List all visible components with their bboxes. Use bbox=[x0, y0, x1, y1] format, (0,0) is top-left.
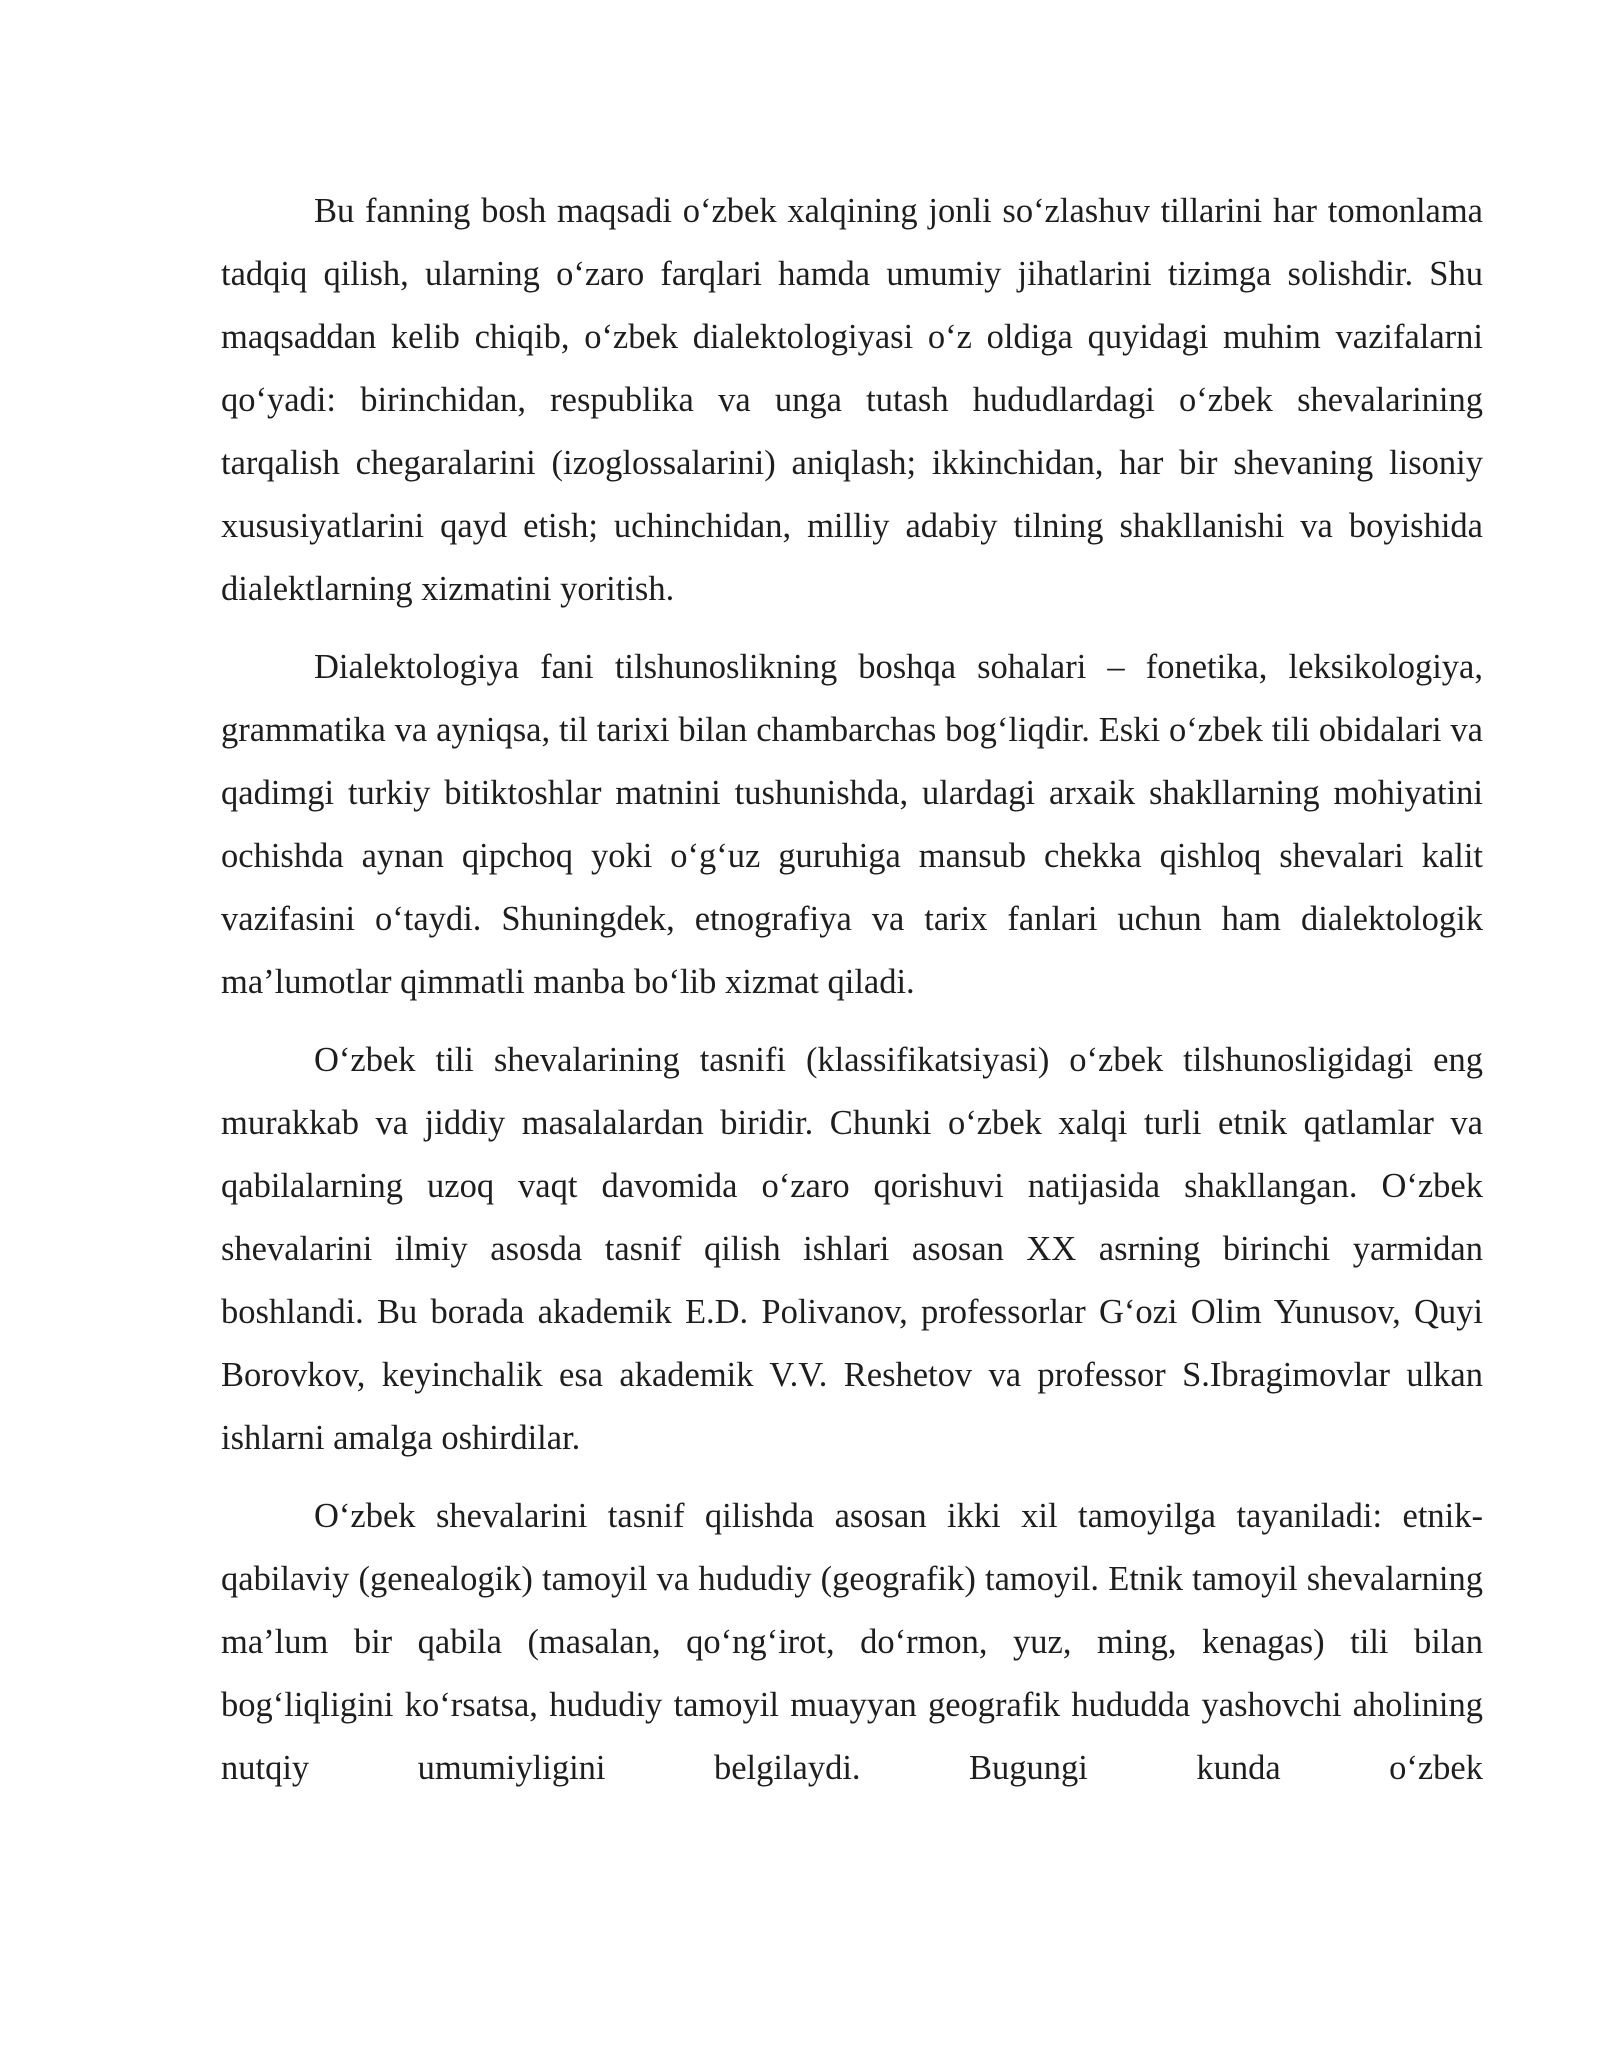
paragraph-1: Bu fanning bosh maqsadi o‘zbek xalqining jonli so‘zlashuv tillarini har tomonlama tadqiq qilish, ularning o‘zaro farqlari hamda umumiy jihatlarini tizimga solishdir. Shu maqsaddan kelib chiqib, o‘zbek dialektologiyasi o‘z oldiga quyidagi muhim vazifalarni qo‘yadi: birinchidan, respublika va unga tutash hududlardagi o‘zbek shevalarining tarqalish chegaralarini (izoglossalarini) aniqlash; ikkinchidan, har bir shevaning lisoniy xususiyatlarini qayd etish; uchinchidan, milliy adabiy tilning shakllanishi va boyishida dialektlarning xizmatini yoritish. bbox=[221, 192, 1483, 608]
paragraph-4: O‘zbek shevalarini tasnif qilishda asosan ikki xil tamoyilga tayaniladi: etnik-qabilaviy (genealogik) tamoyil va hududiy (geografik) tamoyil. Etnik tamoyil shevalarning ma’lum bir qabila (masalan, qo‘ng‘irot, do‘rmon, yuz, ming, kenagas) tili bilan bog‘liqligini ko‘rsatsa, hududiy tamoyil muayyan geografik hududda yashovchi aholining nutqiy umumiyligini belgilaydi. Bugungi kunda o‘zbek bbox=[221, 1497, 1483, 1787]
paragraph-3: O‘zbek tili shevalarining tasnifi (klassifikatsiyasi) o‘zbek tilshunosligidagi eng murakkab va jiddiy masalalardan biridir. Chunki o‘zbek xalqi turli etnik qatlamlar va qabilalarning uzoq vaqt davomida o‘zaro qorishuvi natijasida shakllangan. O‘zbek shevalarini ilmiy asosda tasnif qilish ishlari asosan XX asrning birinchi yarmidan boshlandi. Bu borada akademik E.D. Polivanov, professorlar G‘ozi Olim Yunusov, Quyi Borovkov, keyinchalik esa akademik V.V. Reshetov va professor S.Ibragimovlar ulkan ishlarni amalga oshirdilar. bbox=[221, 1041, 1483, 1457]
paragraph-2: Dialektologiya fani tilshunoslikning boshqa sohalari – fonetika, leksikologiya, grammatika va ayniqsa, til tarixi bilan chambarchas bog‘liqdir. Eski o‘zbek tili obidalari va qadimgi turkiy bitiktoshlar matnini tushunishda, ulardagi arxaik shakllarning mohiyatini ochishda aynan qipchoq yoki o‘g‘uz guruhiga mansub chekka qishloq shevalari kalit vazifasini o‘taydi. Shuningdek, etnografiya va tarix fanlari uchun ham dialektologik ma’lumotlar qimmatli manba bo‘lib xizmat qiladi. bbox=[221, 648, 1483, 1001]
document-body bbox=[221, 180, 1483, 1815]
